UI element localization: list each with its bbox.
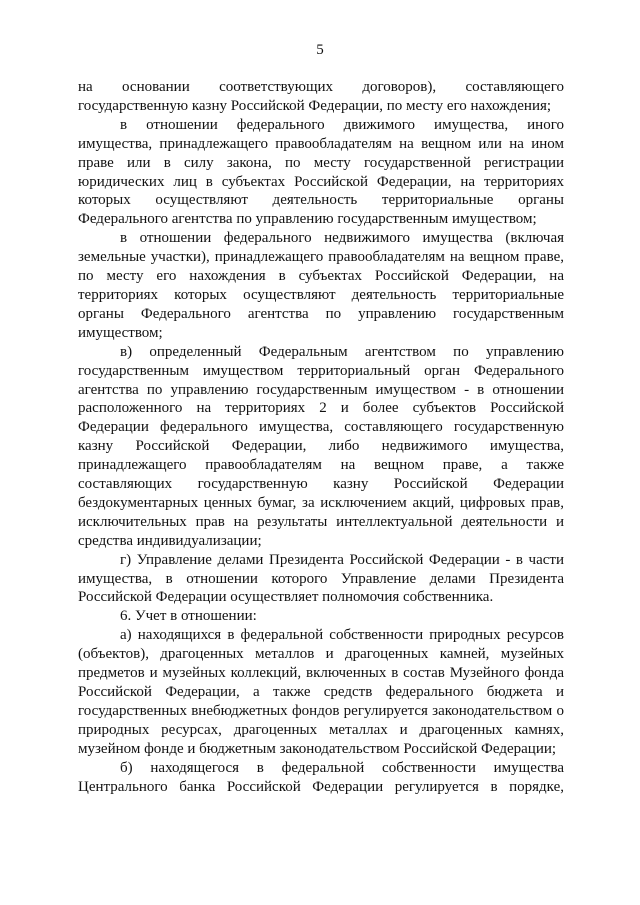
paragraph-movable-property: в отношении федерального движимого имущества, иного имущества, принадлежащего правообладателям на вещном или на ином праве или в силу закона, по месту государственной регистрации юридических лиц в субъектах Российской Федерации, на территориях которых осуществляют деятельность территориальные органы Федерального агентства по управлению государственным имуществом; [78,116,564,228]
paragraph-immovable-property: в отношении федерального недвижимого имущества (включая земельные участки), принадлежащего правообладателям на вещном праве, по месту его нахождения в субъектах Российской Федерации, на территориях которых осуществляют деятельность территориальные органы Федерального агентства по управлению государственным имуществом; [78,230,564,341]
document-body [78,78,564,796]
paragraph-item-g: г) Управление делами Президента Российской Федерации - в части имущества, в отношении которого Управление делами Президента Российской Федерации осуществляет полномочия собственника. [78,551,564,606]
paragraph-item-b: б) находящегося в федеральной собственности имущества Центрального банка Российской Федерации регулируется в порядке, [78,759,564,795]
page-number: 5 [316,42,324,58]
paragraph-continuation: на основании соответствующих договоров), составляющего государственную казну Российской Федерации, по месту его нахождения; [78,79,564,114]
paragraph-section-6: 6. Учет в отношении: [120,608,257,625]
paragraph-item-v: в) определенный Федеральным агентством по управлению государственным имуществом территориальный орган Федерального агентства по управлению государственным имуществом - в отношении расположенного на территориях 2 и более субъектов Российской Федерации федерального имущества, составляющего государственную казну Российской Федерации, либо недвижимого имущества, принадлежащего правообладателям на вещном праве, а также составляющих государственную казну Российской Федерации бездокументарных ценных бумаг, за исключением акций, цифровых прав, исключительных прав на результаты интеллектуальной деятельности и средства индивидуализации; [78,343,564,549]
paragraph-item-a: а) находящихся в федеральной собственности природных ресурсов (объектов), драгоценных металлов и драгоценных камней, музейных предметов и музейных коллекций, включенных в состав Музейного фонда Российской Федерации, а также средств федерального бюджета и государственных внебюджетных фондов регулируется законодательством о природных ресурсах, драгоценных металлах и драгоценных камнях, музейном фонде и бюджетным законодательством Российской Федерации; [78,627,564,757]
